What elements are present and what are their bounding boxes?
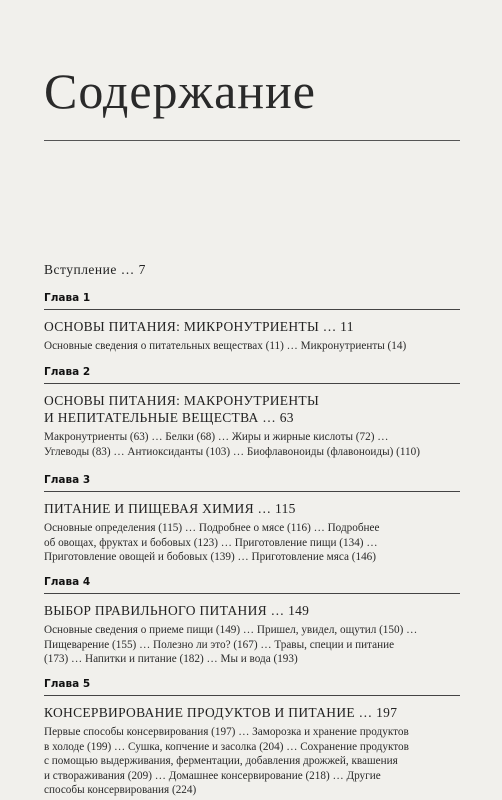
chapter-sections xyxy=(44,430,460,459)
page-title: Содержание xyxy=(44,63,316,119)
title-divider xyxy=(44,140,460,141)
chapter-sections xyxy=(44,725,460,798)
chapter-4 xyxy=(44,576,460,667)
chapter-sections-line: Пищеварение (155) … Полезно ли это? (167) … Травы, специи и питание xyxy=(44,638,395,651)
chapter-sections xyxy=(44,623,460,667)
chapter-title xyxy=(44,318,460,335)
chapter-sections-line: с помощью выдерживания, ферментации, добавления дрожжей, квашения xyxy=(44,755,398,767)
toc-entry-intro: Вступление … 7 xyxy=(44,262,146,277)
chapter-sections xyxy=(44,339,460,354)
chapter-title-line: ВЫБОР ПРАВИЛЬНОГО ПИТАНИЯ … 149 xyxy=(44,603,310,618)
chapter-sections-line: Основные определения (115) … Подробнее о мясе (116) … Подробнее xyxy=(44,522,380,534)
chapter-5 xyxy=(44,678,460,798)
chapter-sections-line: способы консервирования (224) xyxy=(44,784,197,796)
chapter-title-line: КОНСЕРВИРОВАНИЕ ПРОДУКТОВ И ПИТАНИЕ … 197 xyxy=(44,705,398,720)
chapter-2 xyxy=(44,366,460,459)
chapter-sections-line: Макронутриенты (63) … Белки (68) … Жиры и жирные кислоты (72) … xyxy=(44,431,389,443)
chapter-sections-line: Углеводы (83) … Антиоксиданты (103) … Биофлавоноиды (флавоноиды) (110) xyxy=(44,445,420,458)
chapter-1 xyxy=(44,292,460,354)
chapter-title-line: ОСНОВЫ ПИТАНИЯ: МАКРОНУТРИЕНТЫ xyxy=(44,393,320,408)
chapter-sections-line: Основные сведения о приеме пищи (149) … Пришел, увидел, ощутил (150) … xyxy=(44,624,418,636)
chapter-sections-line: Приготовление овощей и бобовых (139) … Приготовление мяса (146) xyxy=(44,551,376,563)
chapter-sections-line: (173) … Напитки и питание (182) … Мы и вода (193) xyxy=(44,653,298,665)
chapter-divider xyxy=(44,383,460,384)
chapter-title-line: ПИТАНИЕ И ПИЩЕВАЯ ХИМИЯ … 115 xyxy=(44,501,296,516)
chapter-sections-line: об овощах, фруктах и бобовых (123) … Приготовление пищи (134) … xyxy=(44,536,378,549)
chapter-3 xyxy=(44,474,460,565)
chapter-sections xyxy=(44,521,460,565)
chapter-divider xyxy=(44,593,460,594)
chapter-label: Глава 3 xyxy=(44,474,91,486)
chapter-divider xyxy=(44,309,460,310)
chapter-sections-line: Первые способы консервирования (197) … Заморозка и хранение продуктов xyxy=(44,726,409,738)
chapter-title xyxy=(44,602,460,619)
chapter-label: Глава 2 xyxy=(44,366,91,378)
chapter-title-line: И НЕПИТАТЕЛЬНЫЕ ВЕЩЕСТВА … 63 xyxy=(44,410,294,425)
chapter-divider xyxy=(44,491,460,492)
chapter-label: Глава 4 xyxy=(44,576,91,588)
chapter-sections-line: Основные сведения о питательных веществах (11) … Микронутриенты (14) xyxy=(44,340,407,352)
chapter-title xyxy=(44,704,460,721)
chapter-title xyxy=(44,500,460,517)
chapter-sections-line: в холоде (199) … Сушка, копчение и засолка (204) … Сохранение продуктов xyxy=(44,740,409,753)
chapter-sections-line: и створаживания (209) … Домашнее консервирование (218) … Другие xyxy=(44,769,381,782)
chapter-label: Глава 1 xyxy=(44,292,91,304)
chapter-title xyxy=(44,392,460,426)
chapter-divider xyxy=(44,695,460,696)
chapter-title-line: ОСНОВЫ ПИТАНИЯ: МИКРОНУТРИЕНТЫ … 11 xyxy=(44,319,354,334)
chapter-label: Глава 5 xyxy=(44,678,91,690)
